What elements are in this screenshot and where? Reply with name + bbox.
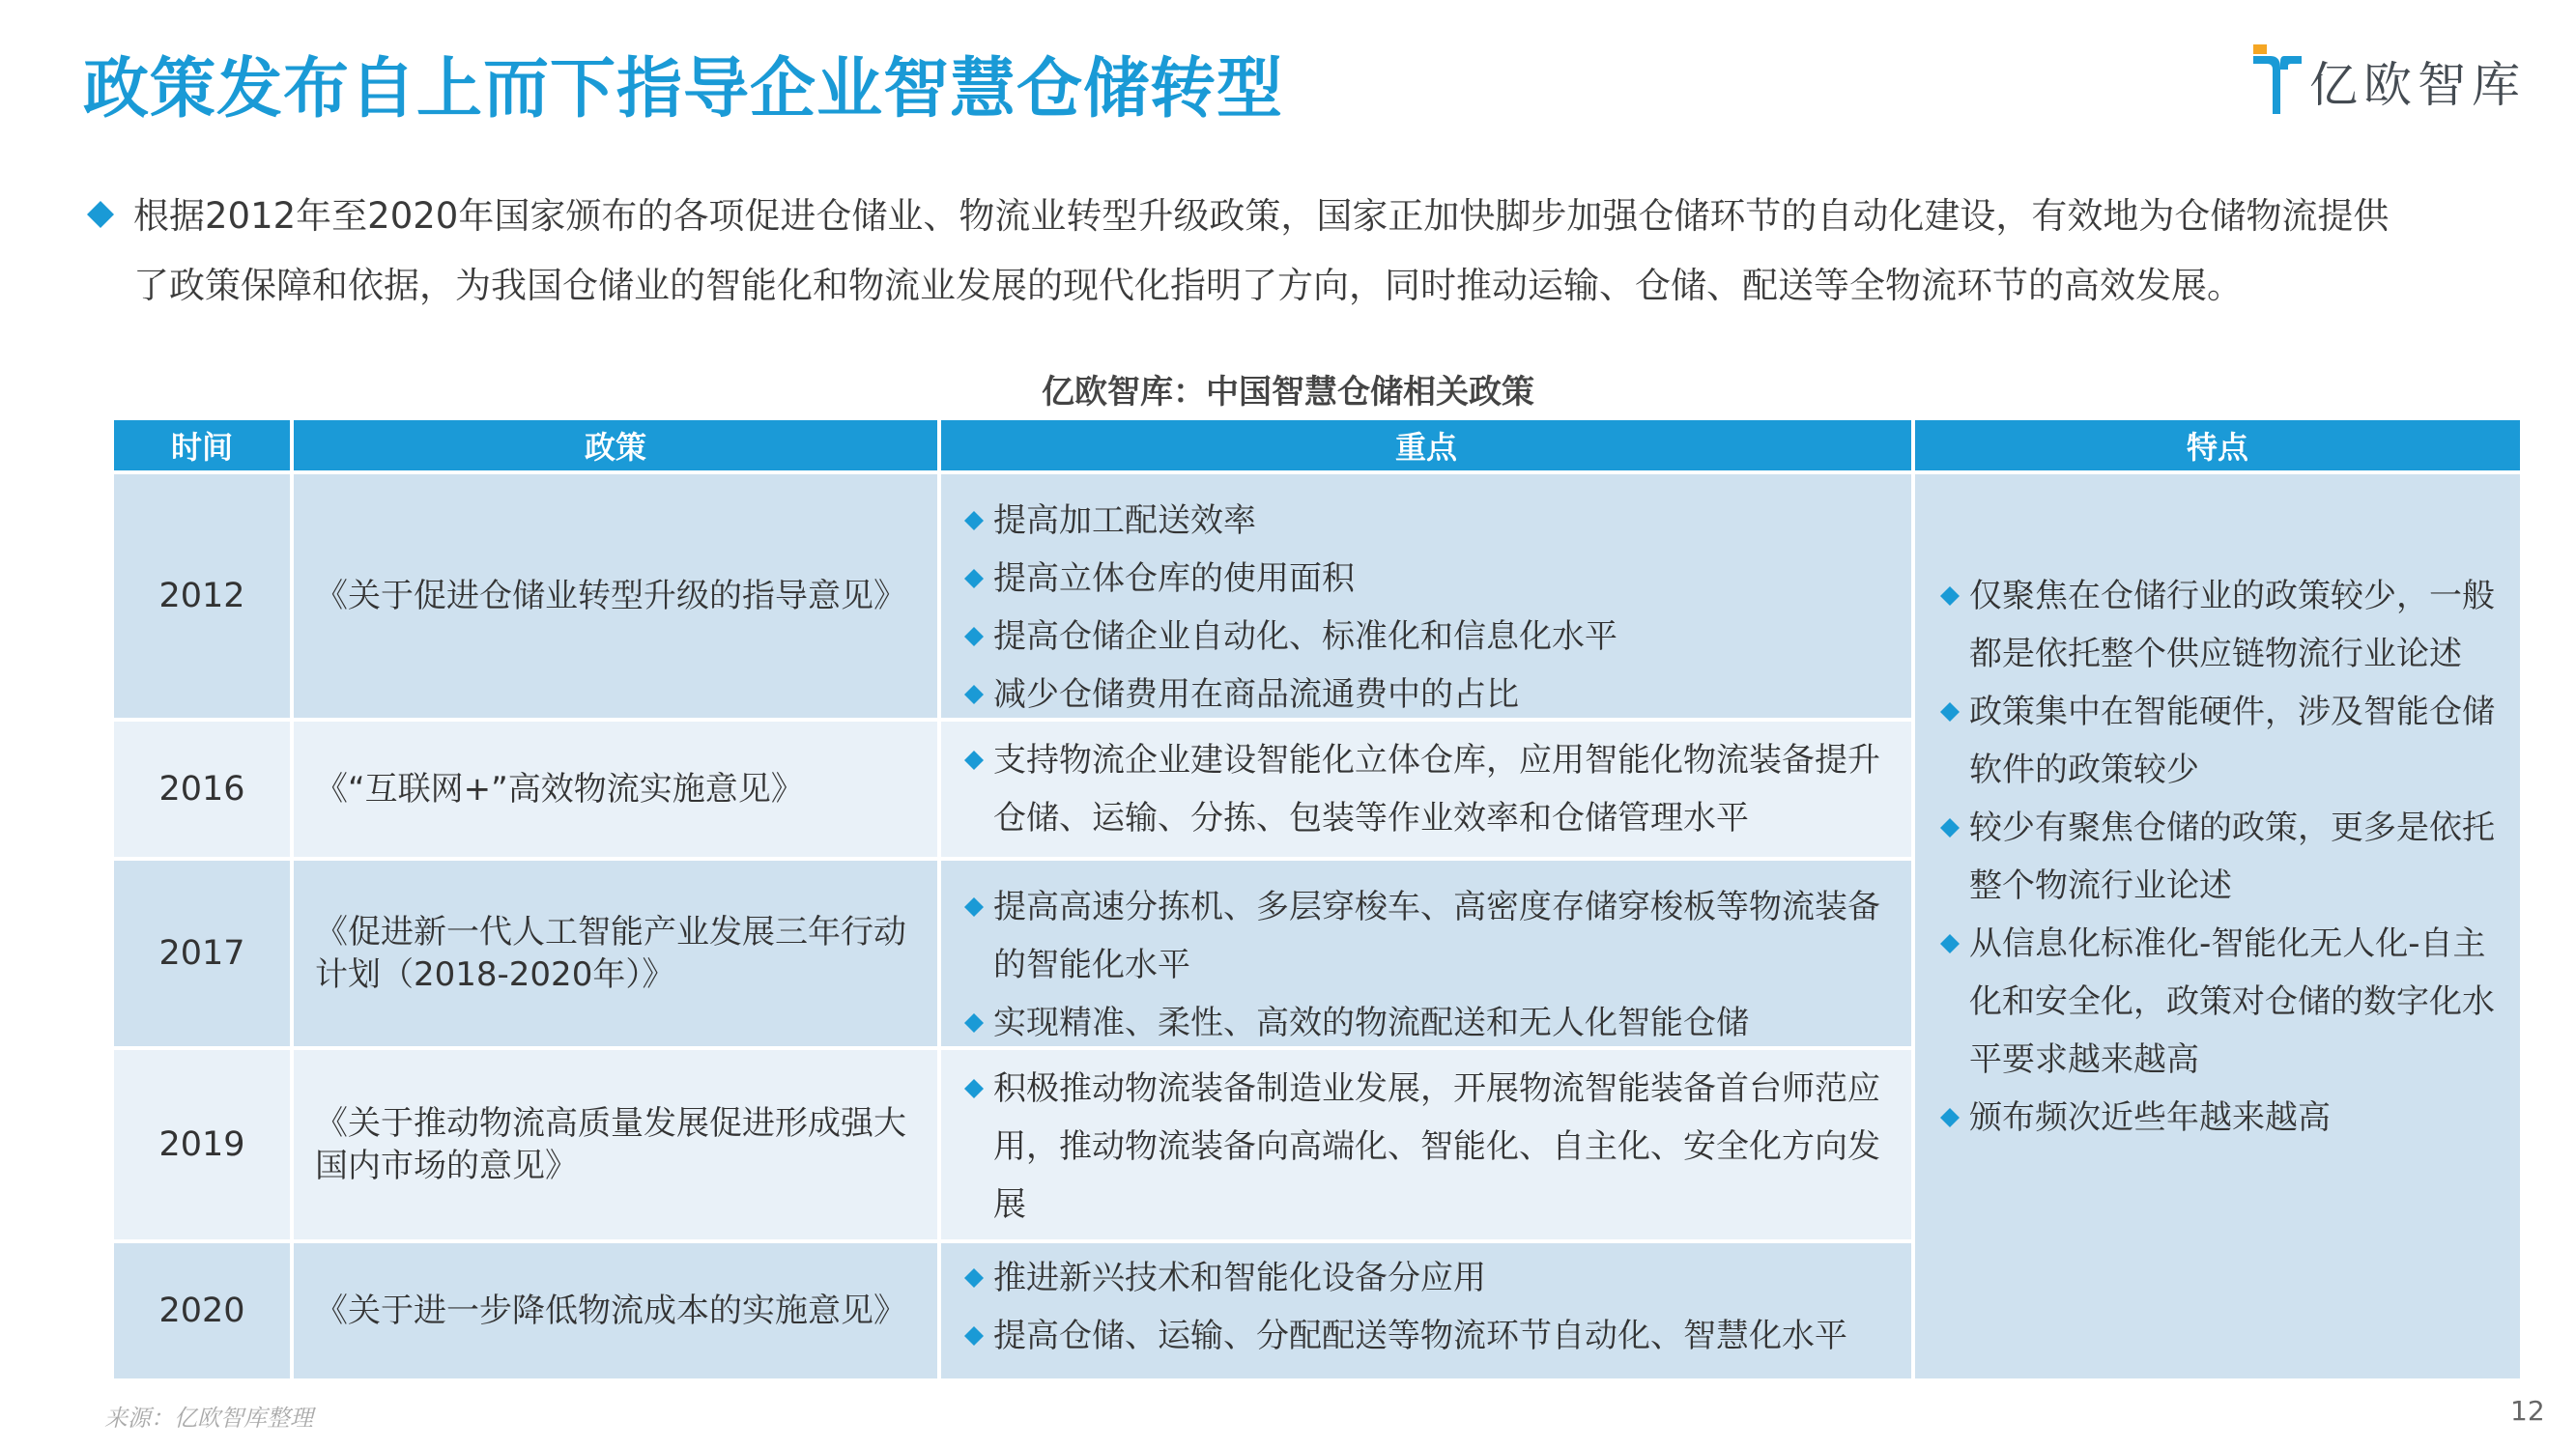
focus-cell [941, 861, 1911, 1046]
policy-text: 《关于进一步降低物流成本的实施意见》 [315, 1292, 906, 1330]
focus-point-text: 提高立体仓库的使用面积 [993, 559, 1355, 598]
policy-cell [294, 722, 937, 857]
feature-point [1936, 683, 2520, 799]
year-cell [114, 1243, 290, 1378]
header-time: 时间 [114, 420, 290, 470]
feature-point [1936, 915, 2520, 1089]
focus-point-text: 用，推动物流装备向高端化、智能化、自主化、安全化方向发 [993, 1127, 1880, 1166]
focus-point-text: 提高加工配送效率 [993, 501, 1256, 540]
focus-point [960, 878, 1911, 994]
policy-cell [294, 474, 937, 718]
focus-cell [941, 474, 1911, 718]
feature-point-text: 平要求越来越高 [1969, 1040, 2199, 1079]
focus-point-text: 积极推动物流装备制造业发展，开展物流智能装备首台师范应 [993, 1069, 1880, 1108]
diamond-bullet-icon [87, 201, 114, 228]
feature-point-text: 都是依托整个供应链物流行业论述 [1969, 635, 2462, 673]
source-note: 来源：亿欧智库整理 [104, 1405, 313, 1432]
focus-point [960, 666, 1911, 724]
year-cell [114, 1050, 290, 1239]
focus-point [960, 1060, 1911, 1234]
policy-text: 《“互联网+”高效物流实施意见》 [315, 770, 804, 809]
focus-point-text: 提高仓储、运输、分配配送等物流环节自动化、智慧化水平 [993, 1317, 1847, 1355]
policy-cell [294, 1050, 937, 1239]
page-title: 政策发布自上而下指导企业智慧仓储转型 [83, 51, 1284, 128]
feature-point-text: 化和安全化，政策对仓储的数字化水 [1969, 982, 2495, 1021]
year-text: 2020 [158, 1292, 245, 1330]
diamond-bullet-icon [964, 1326, 984, 1346]
year-cell [114, 722, 290, 857]
diamond-bullet-icon [964, 751, 984, 770]
diamond-bullet-icon [964, 569, 984, 588]
focus-point-text: 减少仓储费用在商品流通费中的占比 [993, 675, 1519, 714]
focus-point [960, 1249, 1911, 1307]
focus-point [960, 1307, 1911, 1365]
policy-text: 计划（2018-2020年）》 [315, 955, 675, 994]
focus-point-text: 推进新兴技术和智能化设备分应用 [993, 1259, 1486, 1297]
diamond-bullet-icon [964, 685, 984, 704]
focus-point-text: 仓储、运输、分拣、包装等作业效率和仓储管理水平 [993, 799, 1749, 838]
policy-text: 《关于促进仓储业转型升级的指导意见》 [315, 577, 906, 615]
year-cell [114, 861, 290, 1046]
focus-point [960, 994, 1911, 1052]
year-cell [114, 474, 290, 718]
focus-point [960, 608, 1911, 666]
policy-table [114, 420, 2520, 1378]
policy-text: 国内市场的意见》 [315, 1147, 578, 1185]
diamond-bullet-icon [964, 1268, 984, 1288]
focus-point-text: 的智能化水平 [993, 946, 1190, 984]
feature-point-text: 颁布频次近些年越来越高 [1969, 1098, 2331, 1137]
feature-point-text: 仅聚焦在仓储行业的政策较少，一般 [1969, 577, 2495, 615]
diamond-bullet-icon [1940, 818, 1960, 838]
feature-point-text: 政策集中在智能硬件，涉及智能仓储 [1969, 693, 2495, 731]
feature-point-text: 软件的政策较少 [1969, 751, 2199, 789]
focus-point-text: 实现精准、柔性、高效的物流配送和无人化智能仓储 [993, 1004, 1749, 1042]
feature-point-text: 整个物流行业论述 [1969, 867, 2232, 905]
policy-cell [294, 861, 937, 1046]
features-cell [1915, 474, 2520, 1378]
diamond-bullet-icon [1940, 934, 1960, 953]
focus-cell [941, 722, 1911, 857]
diamond-bullet-icon [1940, 586, 1960, 606]
diamond-bullet-icon [964, 1079, 984, 1098]
diamond-bullet-icon [1940, 702, 1960, 722]
year-text: 2012 [158, 577, 245, 615]
brand-logo [2251, 41, 2532, 118]
year-text: 2017 [158, 934, 245, 973]
focus-point [960, 550, 1911, 608]
feature-point [1936, 799, 2520, 915]
focus-point [960, 731, 1911, 847]
focus-point-text: 展 [993, 1185, 1026, 1224]
intro-line: 根据2012年至2020年国家颁布的各项促进仓储业、物流业转型升级政策，国家正加快脚步加强仓储环节的自动化建设，有效地为仓储物流提供 [133, 195, 2390, 237]
logo-mark-icon [2251, 41, 2304, 118]
diamond-bullet-icon [964, 1013, 984, 1033]
focus-point-text: 提高仓储企业自动化、标准化和信息化水平 [993, 617, 1617, 656]
table-caption: 亿欧智库：中国智慧仓储相关政策 [1042, 373, 1534, 412]
diamond-bullet-icon [964, 511, 984, 530]
focus-point-text: 提高高速分拣机、多层穿梭车、高密度存储穿梭板等物流装备 [993, 888, 1880, 926]
header-focus: 重点 [941, 420, 1911, 470]
feature-point [1936, 567, 2520, 683]
focus-cell [941, 1050, 1911, 1239]
header-features: 特点 [1915, 420, 2520, 470]
focus-point-text: 支持物流企业建设智能化立体仓库，应用智能化物流装备提升 [993, 741, 1880, 780]
diamond-bullet-icon [964, 627, 984, 646]
diamond-bullet-icon [964, 897, 984, 917]
year-text: 2019 [158, 1125, 245, 1164]
page-number: 12 [2510, 1395, 2545, 1427]
policy-text: 《促进新一代人工智能产业发展三年行动 [315, 913, 906, 952]
focus-point [960, 492, 1911, 550]
policy-cell [294, 1243, 937, 1378]
logo-text: 亿欧智库 [2309, 57, 2526, 113]
focus-cell [941, 1243, 1911, 1378]
year-text: 2016 [158, 770, 245, 809]
feature-point-text: 较少有聚焦仓储的政策，更多是依托 [1969, 809, 2495, 847]
intro-line: 了政策保障和依据，为我国仓储业的智能化和物流业发展的现代化指明了方向，同时推动运输、仓储、配送等全物流环节的高效发展。 [133, 265, 2243, 306]
feature-point [1936, 1089, 2520, 1147]
feature-point-text: 从信息化标准化-智能化无人化-自主 [1969, 924, 2486, 963]
diamond-bullet-icon [1940, 1108, 1960, 1127]
header-policy: 政策 [294, 420, 937, 470]
policy-text: 《关于推动物流高质量发展促进形成强大 [315, 1104, 906, 1143]
